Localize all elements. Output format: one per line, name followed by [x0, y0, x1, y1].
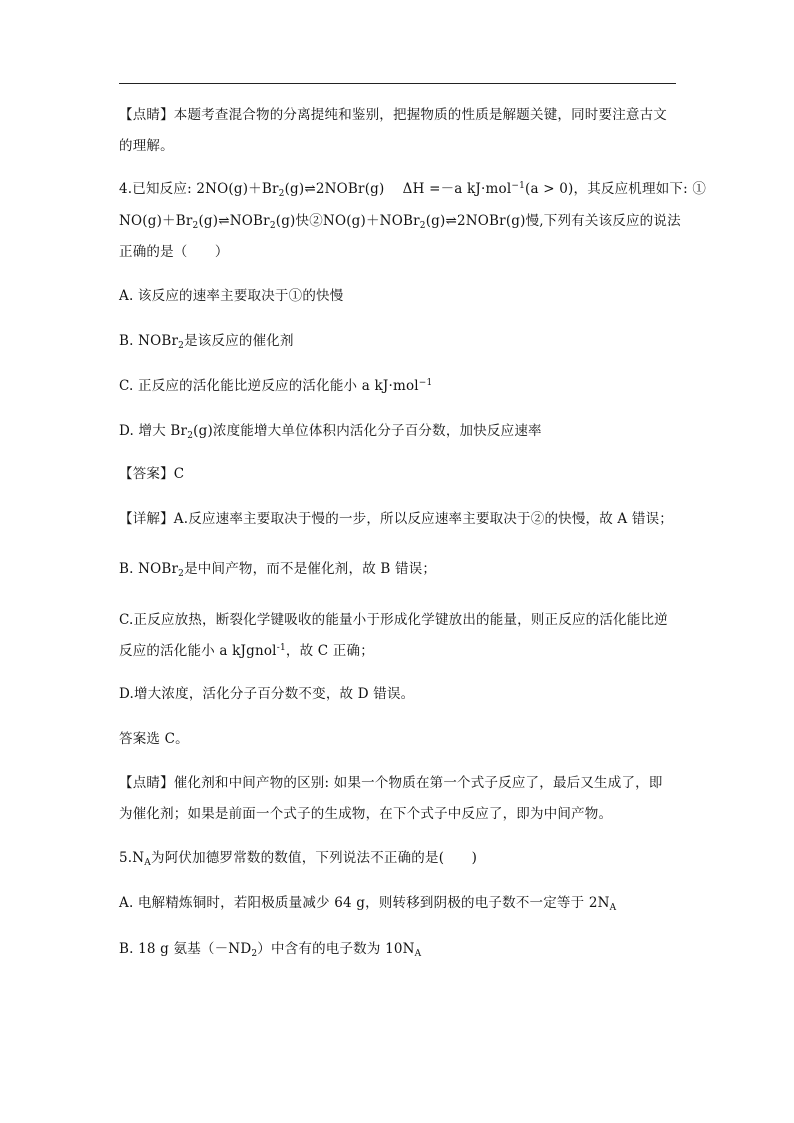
- tip2-line-2: 为催化剂；如果是前面一个式子的生成物，在下个式子中反应了，即为中间产物。: [119, 806, 613, 822]
- q5-option-a: A. 电解精炼铜时，若阳极质量减少 64 g，则转移到阴极的电子数不一定等于 $2N_A$: [119, 895, 617, 913]
- explanation-a: 【详解】A.反应速率主要取决于慢的一步，所以反应速率主要取决于②的快慢，故 A 错误；: [119, 511, 673, 527]
- question-5: $5.N_A$为阿伏加德罗常数的数值，下列说法不正确的是( ): [119, 850, 478, 868]
- option-b: B. NOBr$_2$是该反应的催化剂: [119, 333, 294, 351]
- question-4-line-1: 4.已知反应: $2NO(g)+Br_2(g)\rightleftharpoons 2NOBr(g)$ ΔH =－a kJ·mol$^{-1}$(a > 0)，其反应机理如下: ①: [119, 181, 707, 199]
- tip-line-1: 【点睛】本题考查混合物的分离提纯和鉴别，把握物质的性质是解题关键，同时要注意古文: [119, 107, 667, 123]
- explanation-d: D.增大浓度，活化分子百分数不变，故 D 错误。: [119, 686, 415, 702]
- option-c: C. 正反应的活化能比逆反应的活化能小 a kJ·mol$^{-1}$: [119, 378, 433, 394]
- answer: 【答案】C: [119, 466, 185, 482]
- question-4-line-3: 正确的是（ ）: [119, 244, 229, 260]
- explanation-b: B. NOBr$_2$是中间产物，而不是催化剂，故 B 错误；: [119, 561, 437, 579]
- answer-choice: 答案选 C。: [119, 731, 189, 747]
- tip-line-2: 的理解。: [119, 138, 174, 154]
- explanation-c-line-2: 反应的活化能小 a kJgnol$^{-1}$，故 C 正确；: [119, 643, 374, 659]
- option-a: A. 该反应的速率主要取决于①的快慢: [119, 288, 344, 304]
- question-4-line-2: $NO(g)+Br_2(g)\rightleftharpoons NOBr_2(g)$快②NO(g)＋NOBr$_2$(g)⇌2NOBr(g)慢,下列有关该反应的说法: [119, 213, 681, 231]
- option-d: D. 增大 $Br_2(g)$浓度能增大单位体积内活化分子百分数，加快反应速率: [119, 423, 542, 441]
- header-rule: [119, 83, 676, 84]
- q5-option-b: B. 18 g 氨基$(-ND_2)$中含有的电子数为 $10N_A$: [119, 941, 422, 959]
- tip2-line-1: 【点睛】催化剂和中间产物的区别: 如果一个物质在第一个式子反应了，最后又生成了，即: [119, 775, 663, 791]
- explanation-c-line-1: C.正反应放热，断裂化学键吸收的能量小于形成化学键放出的能量，则正反应的活化能比逆: [119, 612, 668, 628]
